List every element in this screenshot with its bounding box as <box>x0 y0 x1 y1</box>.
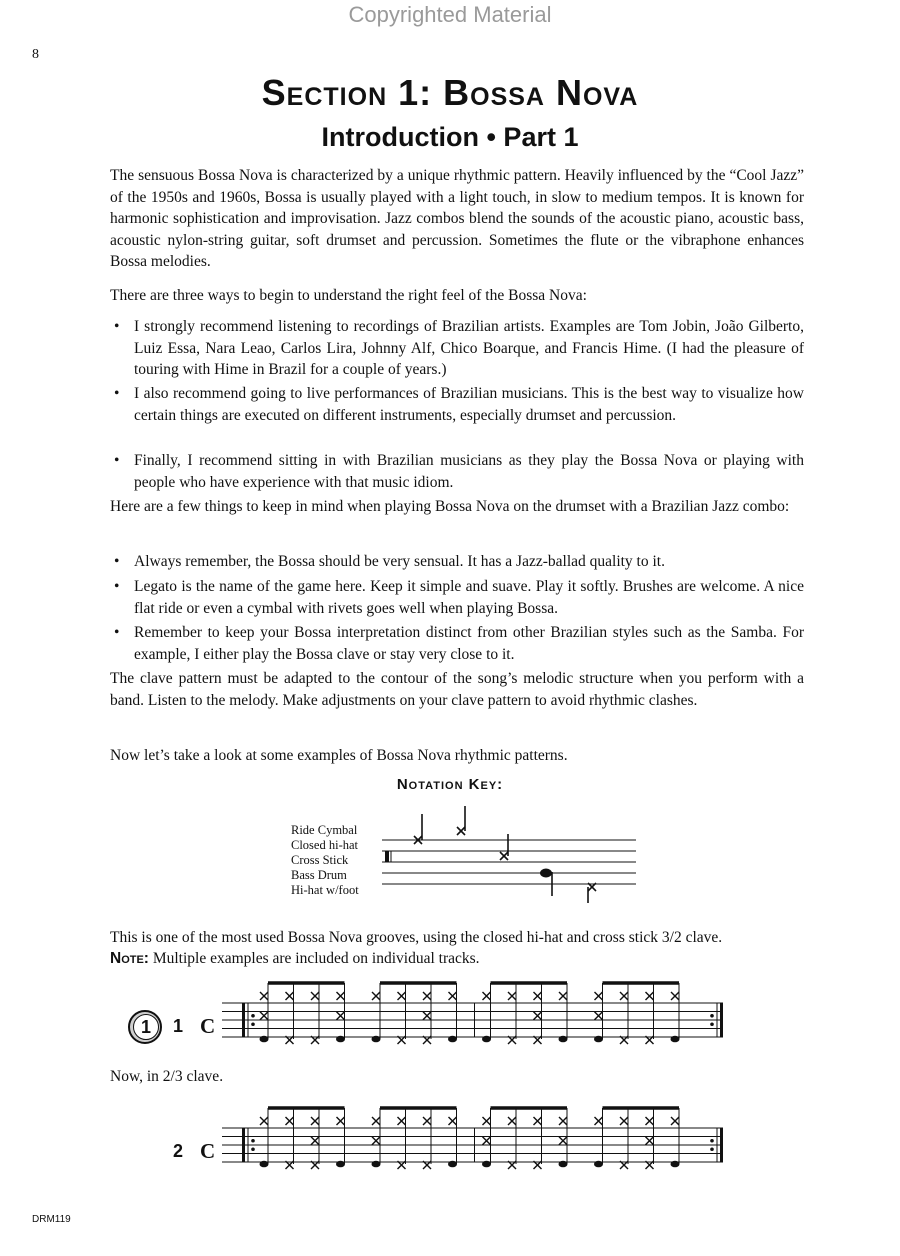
example-1-number: 1 <box>173 1016 184 1036</box>
three-ways-paragraph: There are three ways to begin to understand the right feel of the Bossa Nova: <box>110 287 587 304</box>
key-label-closed-hihat: Closed hi-hat <box>291 838 359 852</box>
examples-intro-paragraph: Now let’s take a look at some examples of Bossa Nova rhythmic patterns. <box>110 747 568 764</box>
bullet-dot: • <box>114 624 120 641</box>
notation-key-title: Notation Key: <box>396 776 504 793</box>
section-title: Section 1: Bossa Nova <box>261 72 639 113</box>
bullet-item <box>110 551 804 573</box>
bullet-dot: • <box>114 553 120 570</box>
intro-paragraph: The sensuous Bossa Nova is characterized by a unique rhythmic pattern. Heavily influenced by the “Cool Jazz” of the 1950s and 1960s, Bossa is usually played with a light touch, in slow to medium tempos. It is known for harmonic sophistication and improvisation. Jazz combos blend the sounds of the acoustic piano, acoustic bass, acoustic nylon-string guitar, soft drumset and percussion. Sometimes the flute or the vibraphone enhances Bossa melodies. <box>110 167 804 270</box>
bullet-text: Finally, I recommend sitting in with Brazilian musicians as they play the Bossa Nova or playing with people who have experience with that music idiom. <box>134 452 804 491</box>
note-label: Note: <box>110 950 149 967</box>
bullet-text: Legato is the name of the game here. Keep it simple and suave. Play it softly. Brushes are welcome. A nice flat ride or even a cymbal with rivets goes well when playing Bossa. <box>134 578 804 617</box>
bullet-item <box>110 576 804 619</box>
section-subtitle: Introduction • Part 1 <box>321 122 579 152</box>
bullet-dot: • <box>114 452 120 469</box>
example-2-number: 2 <box>173 1141 184 1161</box>
keep-in-mind-paragraph: Here are a few things to keep in mind when playing Bossa Nova on the drumset with a Brazilian Jazz combo: <box>110 498 790 515</box>
page-number: 8 <box>32 47 39 62</box>
bullet-text: I also recommend going to live performances of Brazilian musicians. This is the best way to visualize how certain things are executed on different instruments, especially drumset and percussion. <box>134 385 804 424</box>
bullet-item <box>110 450 804 493</box>
watermark: Copyrighted Material <box>348 2 552 27</box>
bullet-text: I strongly recommend listening to recordings of Brazilian artists. Examples are Tom Jobin, João Gilberto, Luiz Essa, Nara Leao, Carlos Lira, Johnny Alf, Chico Boarque, and Francis Hime. (I had the pleasure of touring with Hime in Brazil for a couple of years.) <box>134 318 804 378</box>
footer-code: DRM119 <box>32 1214 71 1225</box>
bullet-item <box>110 316 804 381</box>
example-1-time-signature: C <box>200 1014 216 1038</box>
bullet-dot: • <box>114 318 120 335</box>
bullet-item <box>110 622 804 665</box>
example-2-caption: Now, in 2/3 clave. <box>110 1068 224 1085</box>
bullet-item <box>110 383 804 426</box>
example-2-time-signature: C <box>200 1139 216 1163</box>
track-badge <box>128 1010 162 1044</box>
bullet-dot: • <box>114 578 120 595</box>
example-1-caption: This is one of the most used Bossa Nova grooves, using the closed hi-hat and cross stick 3/2 clave. <box>110 929 723 946</box>
bullet-text: Remember to keep your Bossa interpretation distinct from other Brazilian styles such as the Samba. For example, I either play the Bossa clave or stay very close to it. <box>134 624 804 663</box>
track-number: 1 <box>133 1014 159 1040</box>
note-text: Multiple examples are included on individual tracks. <box>148 950 480 967</box>
bullet-text: Always remember, the Bossa should be very sensual. It has a Jazz-ballad quality to it. <box>134 553 665 570</box>
bullet-dot: • <box>114 385 120 402</box>
key-label-cross-stick: Cross Stick <box>291 853 349 867</box>
note-line <box>110 948 804 970</box>
clave-paragraph: The clave pattern must be adapted to the contour of the song’s melodic structure when you perform with a band. Listen to the melody. Make adjustments on your clave pattern to avoid rhythmic clashes. <box>110 670 804 709</box>
key-label-hihat-foot: Hi-hat w/foot <box>291 883 359 897</box>
key-label-ride-cymbal: Ride Cymbal <box>291 823 358 837</box>
key-label-bass-drum: Bass Drum <box>291 868 347 882</box>
